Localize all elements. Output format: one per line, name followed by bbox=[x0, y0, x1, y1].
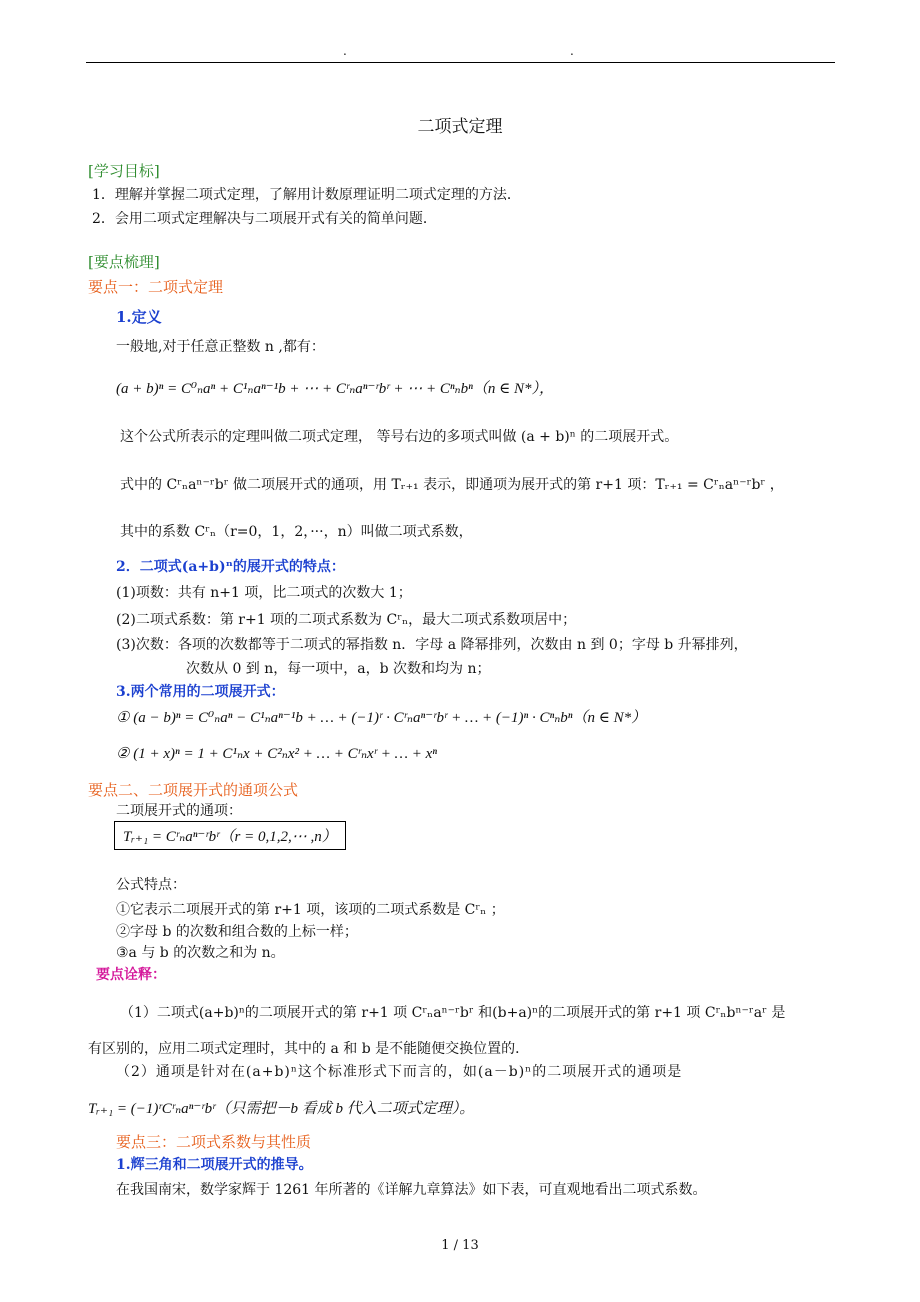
notes-n2b: Tᵣ₊₁ = (−1)ʳCʳₙaⁿ⁻ʳbʳ（只需把－b 看成 b 代入二项式定理）。 bbox=[88, 1101, 475, 1117]
goal-item-1: 1．理解并掌握二项式定理，了解用计数原理证明二项式定理的方法． bbox=[92, 187, 521, 203]
p2-feat1: ①它表示二项展开式的第 r+1 项，该项的二项式系数是 Cʳₙ ； bbox=[116, 902, 505, 918]
header-rule bbox=[86, 62, 835, 63]
header-dot-right: . bbox=[570, 44, 574, 58]
notes-n1b: 有区别的，应用二项式定理时，其中的 a 和 b 是不能随便交换位置的． bbox=[88, 1041, 530, 1057]
p1-intro: 一般地,对于任意正整数 n ,都有： bbox=[116, 339, 325, 355]
p1-heading: 要点一：二项式定理 bbox=[88, 278, 224, 296]
notes-n2a: （2）通项是针对在(a+b)ⁿ这个标准形式下而言的，如(a－b)ⁿ的二项展开式的通项是 bbox=[116, 1064, 683, 1080]
p3-heading: 要点三：二项式系数与其性质 bbox=[116, 1133, 312, 1151]
notes-heading: 要点诠释： bbox=[96, 967, 166, 983]
p1-feat-title: 2．二项式(a+b)ⁿ的展开式的特点： bbox=[116, 559, 345, 575]
p1-feat3a: (3)次数：各项的次数都等于二项式的幂指数 n．字母 a 降幂排列，次数由 n 到 0；字母 b 升幂排列， bbox=[116, 637, 748, 653]
p2-formula-box: Tᵣ₊₁ = Cʳₙaⁿ⁻ʳbʳ（r = 0,1,2,⋯ ,n） bbox=[114, 821, 346, 850]
p3-sub-title: 1.辉三角和二项展开式的推导。 bbox=[116, 1157, 313, 1173]
p1-common2: ② (1 + x)ⁿ = 1 + C¹ₙx + C²ₙx² + … + Cʳₙxʳ + … + xⁿ bbox=[116, 746, 437, 762]
p1-desc2: 式中的 Cʳₙaⁿ⁻ʳbʳ 做二项展开式的通项，用 Tᵣ₊₁ 表示，即通项为展开式的第 r+1 项：Tᵣ₊₁ = Cʳₙaⁿ⁻ʳbʳ ， bbox=[120, 477, 784, 493]
p2-feat3: ③a 与 b 的次数之和为 n。 bbox=[116, 945, 285, 961]
p3-text: 在我国南宋，数学家辉于 1261 年所著的《详解九章算法》如下表，可直观地看出二项式系数。 bbox=[116, 1182, 707, 1198]
p1-formula: (a + b)ⁿ = C⁰ₙaⁿ + C¹ₙaⁿ⁻¹b + ⋯ + Cʳₙaⁿ⁻ʳbʳ + ⋯ + Cⁿₙbⁿ（n ∈ N*）， bbox=[116, 381, 554, 397]
p1-feat2: (2)二项式系数：第 r+1 项的二项式系数为 Cʳₙ，最大二项式系数项居中； bbox=[116, 612, 577, 628]
header-dot-left: . bbox=[343, 44, 347, 58]
goals-heading: [学习目标] bbox=[88, 162, 160, 180]
page-number: 1 / 13 bbox=[441, 1238, 479, 1253]
page-title: 二项式定理 bbox=[417, 117, 503, 137]
p2-heading: 要点二、二项展开式的通项公式 bbox=[88, 781, 299, 799]
p2-feat-intro: 公式特点： bbox=[116, 877, 186, 893]
p1-def-title: 1.定义 bbox=[116, 308, 162, 326]
p1-common-title: 3.两个常用的二项展开式： bbox=[116, 684, 285, 700]
goal-item-2: 2．会用二项式定理解决与二项展开式有关的简单问题． bbox=[92, 211, 437, 227]
keypoints-heading: [要点梳理] bbox=[88, 253, 160, 271]
p2-feat2: ②字母 b 的次数和组合数的上标一样； bbox=[116, 924, 358, 940]
p1-common1: ① (a − b)ⁿ = C⁰ₙaⁿ − C¹ₙaⁿ⁻¹b + … + (−1)ʳ · Cʳₙaⁿ⁻ʳbʳ + … + (−1)ⁿ · Cⁿₙbⁿ（n ∈ N*） bbox=[116, 710, 647, 726]
p1-feat3b: 次数从 0 到 n，每一项中，a，b 次数和均为 n； bbox=[186, 661, 491, 677]
notes-n1a: （1）二项式(a+b)ⁿ的二项展开式的第 r+1 项 Cʳₙaⁿ⁻ʳbʳ 和(b+a)ⁿ的二项展开式的第 r+1 项 Cʳₙbⁿ⁻ʳaʳ 是 bbox=[120, 1005, 786, 1021]
p2-intro: 二项展开式的通项： bbox=[116, 803, 242, 819]
p1-desc3: 其中的系数 Cʳₙ（r=0，1，2，···，n）叫做二项式系数， bbox=[120, 524, 473, 540]
p1-feat1: (1)项数：共有 n+1 项，比二项式的次数大 1； bbox=[116, 585, 412, 601]
p1-desc1: 这个公式所表示的定理叫做二项式定理， 等号右边的多项式叫做 (a + b)ⁿ 的二项展开式。 bbox=[120, 429, 679, 445]
